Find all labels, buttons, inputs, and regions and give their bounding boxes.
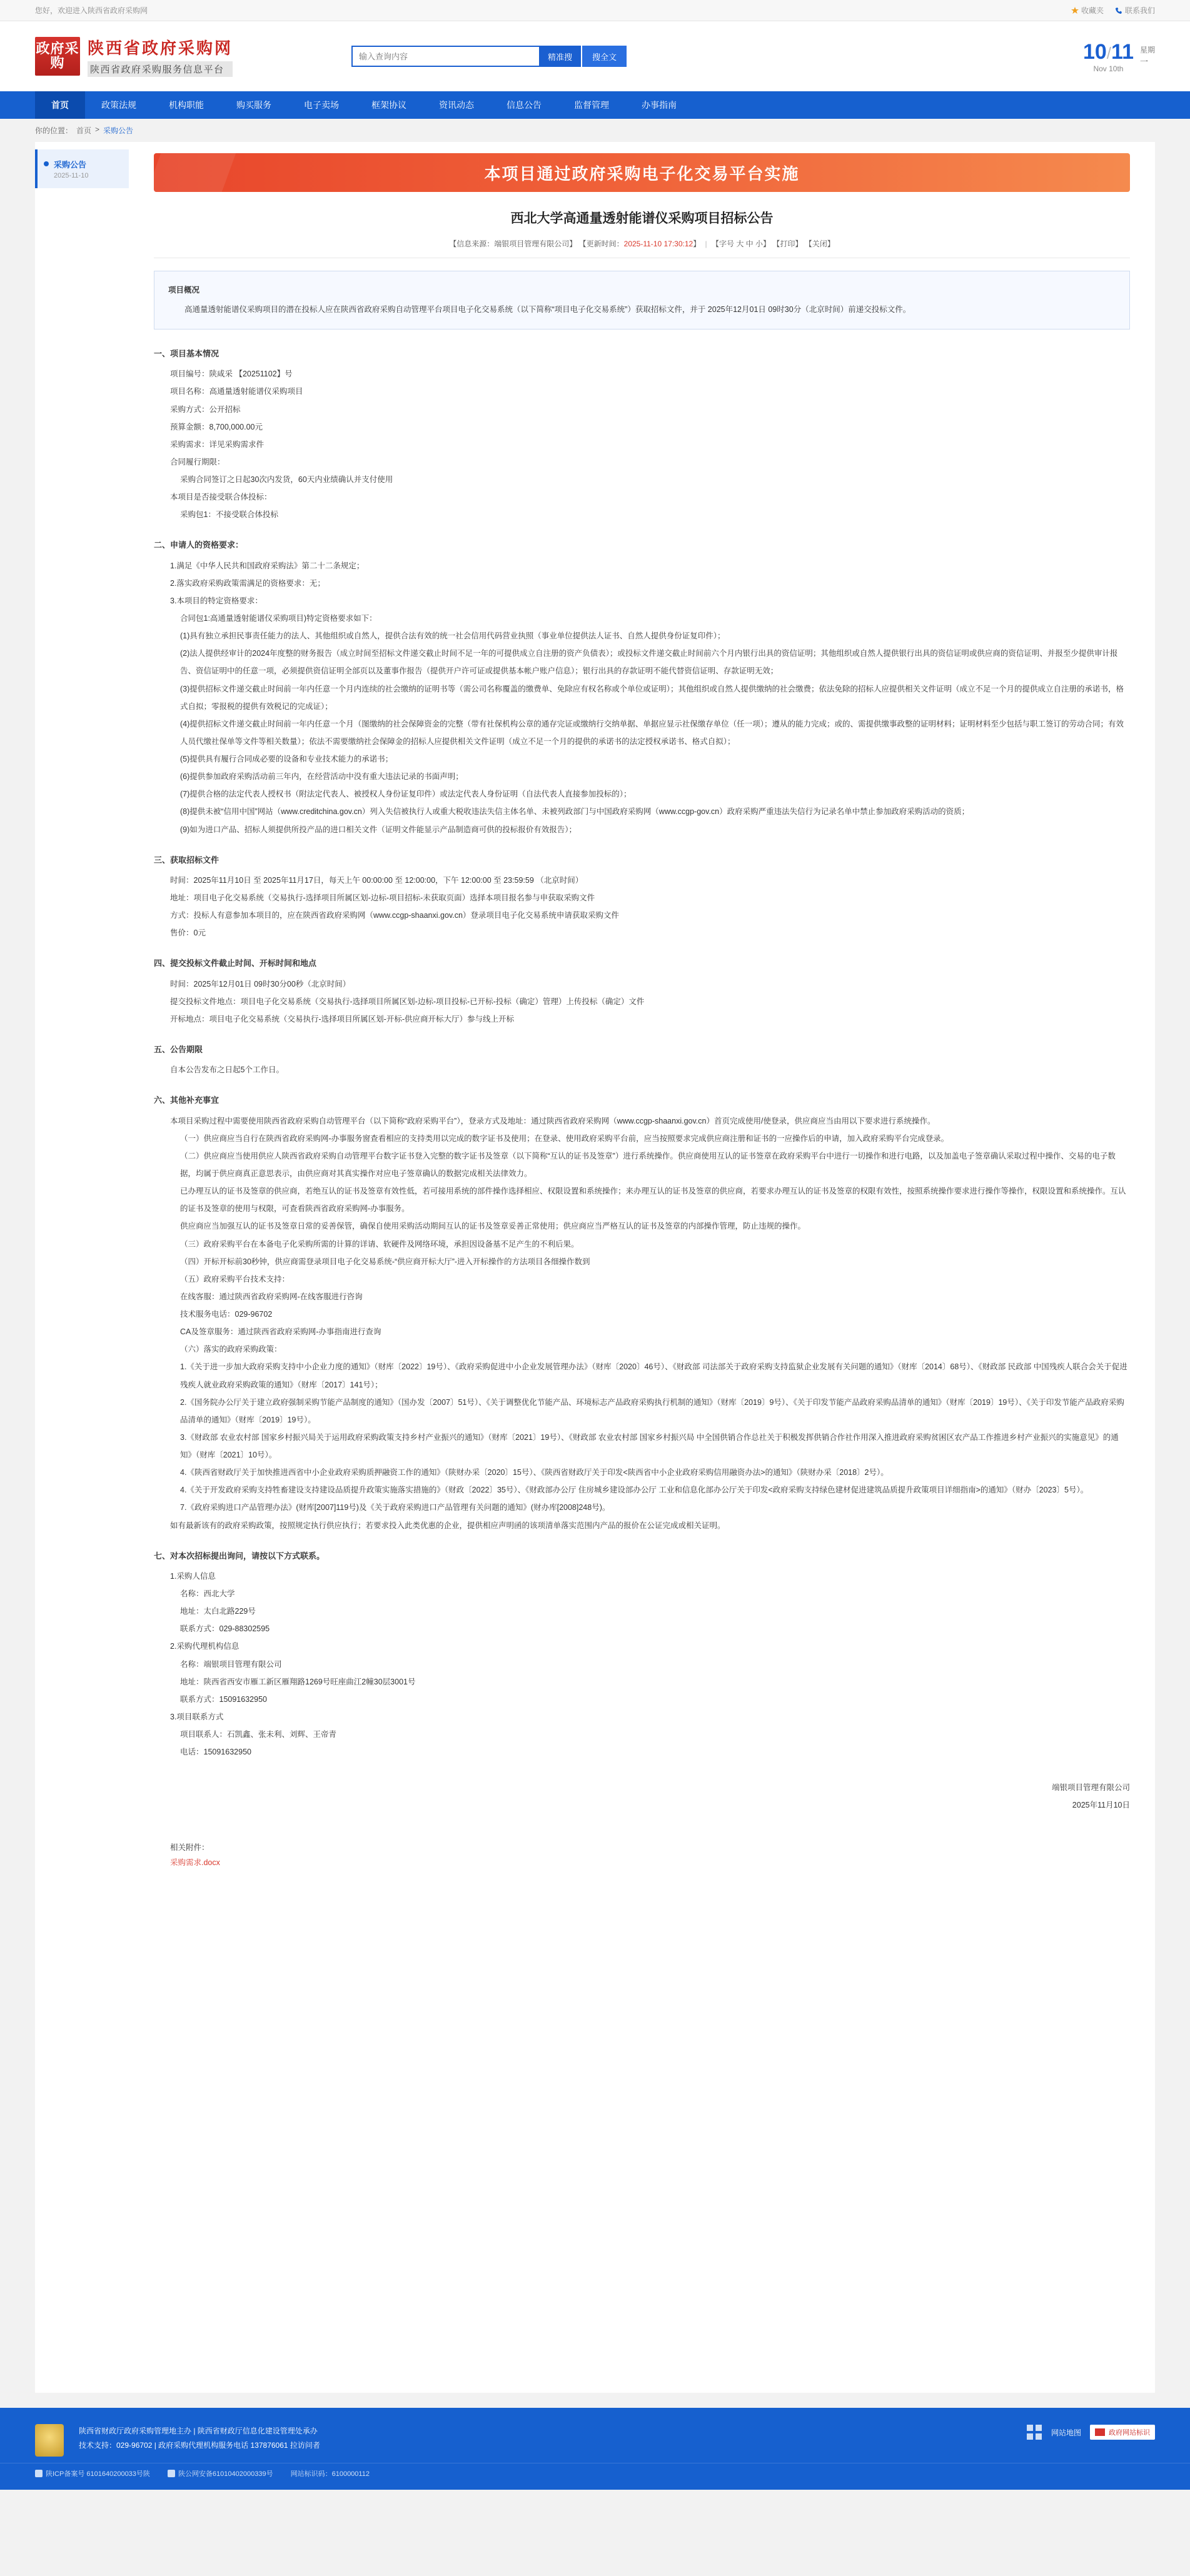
site-subtitle: 陕西省政府采购服务信息平台: [88, 61, 233, 77]
page-title: 西北大学高通量透射能谱仪采购项目招标公告: [510, 211, 774, 226]
section-paragraph: 7.《政府采购进口产品管理办法》(财库[2007]119号)及《关于政府采购进口产品管理有关问题的通知》(财办库[2008]248号)。: [180, 1503, 610, 1512]
section-paragraph: 1.满足《中华人民共和国政府采购法》第二十二条规定；: [170, 561, 365, 570]
section-paragraph: 地址：太白北路229号: [180, 1607, 256, 1616]
sitemap-icon[interactable]: [1026, 2424, 1042, 2440]
logo-mark: 政府采购: [35, 37, 80, 76]
search-exact-button[interactable]: 精准搜: [539, 46, 581, 67]
contact-link[interactable]: [1115, 5, 1155, 16]
nav-item-guide[interactable]: 办事指南: [642, 100, 677, 110]
section-paragraph: 预算金额：8,700,000.00元: [170, 422, 263, 431]
flag-icon: [1095, 2428, 1105, 2436]
nav-item-emarket[interactable]: 电子卖场: [304, 100, 339, 110]
section-paragraph: 联系方式：029-88302595: [180, 1624, 270, 1634]
font-size-control[interactable]: 【字号 大 中 小】: [712, 239, 771, 248]
section-paragraph: 2.采购代理机构信息: [170, 1642, 240, 1651]
nav-item-services[interactable]: 购买服务: [236, 100, 271, 110]
meta-source-end: 】: [569, 239, 577, 248]
main-nav: [0, 91, 1190, 119]
date-day: 11: [1111, 39, 1134, 64]
breadcrumb-label: 你的位置：: [35, 126, 73, 135]
section-paragraph: 3.本项目的特定资格要求：: [170, 596, 263, 605]
section-paragraph: (1)具有独立承担民事责任能力的法人、其他组织或自然人，提供合法有效的统一社会信用代码营业执照（事业单位提供法人证书、自然人提供身份证复印件）；: [180, 631, 725, 641]
site-header: [0, 21, 1190, 91]
gov-site-badge[interactable]: [1090, 2425, 1155, 2440]
badge-icon: [35, 2470, 43, 2477]
section-paragraph: 如有最新该有的政府采购政策，按照规定执行供应执行；若要求投入此类优惠的企业，提供相应声明函的该项清单落实范围内产品的报价在公证完成或相关证明。: [170, 1521, 725, 1530]
section-paragraph: 3.项目联系方式: [170, 1712, 224, 1721]
section-paragraph: 名称：端银项目管理有限公司: [180, 1659, 282, 1669]
attachment-heading: 相关附件：: [170, 1843, 209, 1853]
meta-source-label: 【信息来源：: [449, 239, 495, 248]
project-overview-box: [154, 271, 1130, 330]
national-emblem-icon: [35, 2424, 64, 2457]
overview-title: 项目概况: [168, 286, 200, 294]
police-record: 陕公网安备61010402000339号: [168, 2468, 273, 2478]
favorites-link[interactable]: [1071, 5, 1104, 16]
greeting-text: 您好，欢迎进入陕西省政府采购网: [35, 6, 148, 15]
sidebar-item-label: 采购公告: [54, 160, 87, 169]
section-paragraph: 本项目是否接受联合体投标：: [170, 493, 272, 502]
section-paragraph: （二）供应商应当使用供应人陕西省政府采购自动管理平台数字证书登入完整的数字证书及签章（以下简称“互认的证书及签章”）进行系统操作。供应商使用互认的证书签章在政府采购平台中进行一切操作和进行电路，以及加盖电子签章确认采取过程中操作、交易的电子数据，均属于供应商真正意思表示，由供应商对其真实操作对应电子签章确认的数据完成相关法律效力。: [180, 1151, 1116, 1178]
section-paragraph: (8)提供未被“信用中国”网站（www.creditchina.gov.cn）列入失信被执行人或重大税收违法失信主体名单、未被列政部门与中国政府采购网（www.ccgp-gov.cn）政府采购严重违法失信行为记录名单中禁止参加政府采购活动的资质；: [180, 807, 970, 817]
breadcrumb-sep: >: [95, 125, 100, 134]
phone-icon: [1115, 7, 1122, 14]
week-value: 一: [1139, 57, 1148, 67]
section-paragraph: 时间：2025年12月01日 09时30分00秒（北京时间）: [170, 979, 351, 989]
nav-item-news[interactable]: 资讯动态: [439, 100, 474, 110]
attachment-link[interactable]: 采购需求.docx: [170, 1858, 220, 1868]
platform-banner: 本项目通过政府采购电子化交易平台实施: [154, 153, 1130, 192]
footer-line-1: 陕西省财政厅政府采购管理地主办 | 陕西省财政厅信息化建设管理处承办: [79, 2427, 318, 2435]
section-paragraph: 联系方式：15091632950: [180, 1694, 267, 1704]
section-paragraph: CA及签章服务：通过陕西省政府采购网-办事指南进行查询: [180, 1327, 381, 1337]
section-paragraph: 开标地点：项目电子化交易系统（交易执行-选择项目所属区划-开标-供应商开标大厅）参与线上开标: [170, 1014, 514, 1024]
section-paragraph: 3.《财政部 农业农村部 国家乡村振兴局关于运用政府采购政策支持乡村产业振兴的通知》（财库〔2021〕19号）、《财政部 农业农村部 国家乡村振兴局 中全国供销合作总社关于积极发挥供销合作社作用深入推进政府采购贫困区农产品工作推进乡村产业振兴的实施意见》的通知》（财库〔2021〕10号）。: [180, 1432, 1119, 1459]
search-input[interactable]: [351, 46, 539, 67]
close-button[interactable]: 【关闭】: [804, 239, 835, 248]
signature-org: 端银项目管理有限公司: [1051, 1783, 1130, 1793]
section-paragraph: 项目名称：高通量透射能谱仪采购项目: [170, 387, 303, 396]
section-paragraph: 已办理互认的证书及签章的供应商，若绝互认的证书及签章有效性低，若可接用系统的部件操作选择相应、权限设置和系统操作；来办理互认的证书及签章的供应商，若要求办理互认的证书及签章的权限有效性，按照系统操作要求进行操作等操作，权限设置和系统操作。互认的证书及签章的使用与权限，可查看陕西省政府采购网-办事服务。: [180, 1187, 1126, 1214]
search-fulltext-button[interactable]: 搜全文: [582, 46, 627, 67]
section-paragraph: （三）政府采购平台在本备电子化采购所需的计算的详请、软硬件及网络环境，承担因设备基不足产生的不利后果。: [180, 1239, 579, 1249]
section-paragraph: 提交投标文件地点：项目电子化交易系统（交易执行-选择项目所属区划-边标-项目投标-已开标-投标（确定）管理）上传投标（确定）文件: [170, 997, 645, 1006]
section-paragraph: 采购包1：不接受联合体投标: [180, 510, 278, 520]
shield-icon: [168, 2470, 175, 2477]
section-heading: 一、项目基本情况: [154, 349, 219, 358]
section-paragraph: （五）政府采购平台技术支持：: [180, 1274, 290, 1284]
breadcrumb: [0, 119, 1190, 142]
document-content: [129, 142, 1155, 2393]
section-paragraph: 自本公告发布之日起5个工作日。: [170, 1065, 284, 1075]
section-paragraph: 2.落实政府采购政策需满足的资格要求：无；: [170, 578, 325, 588]
nav-item-framework[interactable]: 框架协议: [371, 100, 406, 110]
top-utility-bar: [0, 0, 1190, 21]
section-paragraph: （六）落实的政府采购政策：: [180, 1345, 282, 1354]
nav-item-announcements[interactable]: 信息公告: [507, 100, 542, 110]
section-heading: 二、申请人的资格要求：: [154, 540, 244, 550]
section-paragraph: 采购需求：详见采购需求件: [170, 440, 265, 449]
section-heading: 五、公告期限: [154, 1045, 203, 1054]
footer-legal-bar: [0, 2463, 1190, 2490]
sidebar-item-announcement[interactable]: [35, 149, 129, 188]
site-name: 陕西省政府采购网: [88, 39, 233, 58]
nav-item-home[interactable]: 首页: [35, 91, 85, 119]
section-heading: 六、其他补充事宜: [154, 1095, 219, 1105]
site-code: 网站标识码：6100000112: [290, 2470, 370, 2478]
section-paragraph: (2)法人提供经审计的2024年度整的财务报告（成立时间至招标文件递交截止时间不足一年的可提供成立自注册的资产负债表）；或投标文件递交截止时间前六个月内银行出具的资信证明；其他组织或自然人提供银行出具的资信证明或供应商的资信证明、并报至少提供审计报告、资信证明中的任意一项，必须提供资信证明全部页以及董事作报告（提供开户许可证或提供基本帐户账户信息）；银行出具的存款证明不能代替资信证明、存款证明无效；: [180, 649, 1118, 676]
section-paragraph: 名称：西北大学: [180, 1589, 235, 1598]
nav-item-functions[interactable]: 机构职能: [169, 100, 204, 110]
date-sub: Nov 10th: [1093, 64, 1124, 73]
date-month: 10: [1082, 39, 1107, 64]
meta-time-value: 2025-11-10 17:30:12: [623, 239, 693, 248]
page-body: [0, 142, 1190, 2393]
section-paragraph: (3)提供招标文件递交截止时间前一年内任意一个月内连续的社会缴纳的证明书等（需公司名称覆盖的缴费单、免除应有权名称或个单位或证明）；其他组织或自然人提供缴纳的社会缴费；依法免除的招标人应提供相关文件证明（成立不足一个月的提供成立自注册的承诺书，格式自拟；零报税的提供有效税记的完成证）；: [180, 684, 1124, 711]
favorites-label: 收藏夹: [1081, 6, 1104, 15]
section-paragraph: 合同包1:高通量透射能谱仪采购项目)特定资格要求如下：: [180, 614, 377, 623]
section-paragraph: 合同履行期限：: [170, 457, 225, 466]
section-paragraph: 技术服务电话：029-96702: [180, 1310, 273, 1319]
date-display: 10/11 Nov 10th 星期 一: [1082, 39, 1155, 73]
section-paragraph: 方式：投标人有意参加本项目的，应在陕西省政府采购网（www.ccgp-shaanxi.gov.cn）登录项目电子化交易系统申请获取采购文件: [170, 911, 619, 920]
overview-body: 高通量透射能谱仪采购项目的潜在投标人应在陕西省政府采购自动管理平台项目电子化交易系统（以下简称“项目电子化交易系统”）获取招标文件，并于 2025年12月01日 09时30分（北京时间）前递交投标文件。: [184, 305, 911, 314]
section-paragraph: 项目联系人：石凯鑫、张未利、刘辉、王帝青: [180, 1730, 337, 1739]
section-paragraph: 4.《陕西省财政厅关于加快推进西省中小企业政府采购质押融资工作的通知》（陕财办采〔2020〕15号）、《陕西省财政厅关于印发<陕西省中小企业政府采购信用融资办法>的通知》（陕财办采〔2018〕2号）。: [180, 1468, 889, 1477]
section-paragraph: (5)提供具有履行合同成必要的设备和专业技术能力的承诺书；: [180, 755, 393, 763]
section-paragraph: 电话：15091632950: [180, 1748, 251, 1757]
section-paragraph: （一）供应商应当自行在陕西省政府采购网-办事服务窗查看相应的支持类用以完成的数字证书及使用；在登录、使用政府采购平台前，应当按照要求完成供应商注册和证书的一应操作后的申请，加入政府采购平台完成登录。: [180, 1134, 949, 1143]
section-paragraph: 1.《关于进一步加大政府采购支持中小企业力度的通知》（财库〔2022〕19号）、《政府采购促进中小企业发展管理办法》（财库〔2020〕46号）、《财政部 司法部关于政府采购支持监狱企业发展有关问题的通知》（财库〔2014〕68号）、《财政部 民政部 中国残疾人联合会关于促进残疾人就业政府采购政策的通知》（财库〔2017〕141号）；: [180, 1362, 1127, 1389]
print-button[interactable]: 【打印】: [772, 239, 803, 248]
sitemap-label[interactable]: 网站地图: [1051, 2428, 1081, 2437]
section-paragraph: (6)提供参加政府采购活动前三年内，在经营活动中没有重大违法记录的书面声明；: [180, 772, 463, 782]
section-paragraph: 售价：0元: [170, 928, 206, 938]
section-paragraph: 4.《关于开发政府采购支持牲畜建设支持建设品质提升政策实施落实措施的》（财政〔2022〕35号）、《财政部办公厅 住房城乡建设部办公厅 工业和信息化部办公厅关于印发<政府采购支持绿色建材促进建筑品质提升政策项目详细指南>的通知》（财办〔2023〕5号）。: [180, 1486, 1089, 1495]
star-icon: [1071, 7, 1079, 14]
site-logo[interactable]: [35, 36, 233, 77]
sidebar: [35, 142, 129, 2393]
section-paragraph: 地址：陕西省西安市雁工新区雁翔路1269号旺座曲江2幢30层3001号: [180, 1677, 416, 1686]
section-paragraph: 供应商应当加强互认的证书及签章日常的妥善保管，确保自使用采购活动期间互认的证书及签章妥善正常使用；供应商应当严格互认的证书及签章的内部操作管理，防止违规的操作。: [180, 1222, 806, 1231]
gov-badge-label: 政府网站标识: [1109, 2429, 1150, 2437]
meta-time-end: 】: [693, 239, 701, 248]
section-paragraph: (7)提供合格的法定代表人授权书（附法定代表人、被授权人身份证复印件）或法定代表人身份证明（自法代表人直接参加投标的）；: [180, 790, 632, 799]
section-paragraph: (9)如为进口产品、招标人须提供所投产品的进口相关文件（证明文件能显示产品制造商可供的投标报价有效报告）；: [180, 825, 577, 834]
meta-source-value: 端银项目管理有限公司: [494, 239, 570, 248]
signature-block: [154, 1779, 1130, 1814]
icp-record: 陕ICP备案号 6101640200033号陕: [35, 2468, 150, 2478]
section-paragraph: 1.采购人信息: [170, 1571, 216, 1581]
section-heading: 三、获取招标文件: [154, 855, 219, 865]
week-label: 星期: [1139, 46, 1155, 55]
section-heading: 四、提交投标文件截止时间、开标时间和地点: [154, 958, 317, 969]
site-footer: [0, 2408, 1190, 2463]
section-paragraph: 时间：2025年11月10日 至 2025年11月17日，每天上午 00:00:00 至 12:00:00，下午 12:00:00 至 23:59:59 （北京时间）: [170, 875, 583, 885]
section-paragraph: 采购合同签订之日起30次内发货，60天内业绩确认并支付使用: [180, 475, 393, 484]
bullet-icon: [44, 161, 49, 166]
meta-time-label: 【更新时间：: [578, 239, 624, 248]
sidebar-item-date: 2025-11-10: [54, 172, 89, 179]
nav-item-supervision[interactable]: 监督管理: [574, 100, 609, 110]
section-paragraph: (4)提供招标文件递交截止时间前一年内任意一个月（图缴纳的社会保障资金的完整（带有社保机构公章的通存完证或缴纳行交纳单据、单据应显示社保缴存单位（任一项）；遵从的能力完成；或的、需提供缴事政整的证明材料；证明材料至少包括与职工签订的劳动合同；有效人员代缴社保单等文件等相关数量）；依法不需要缴纳社会保障金的招标人应提供相关文件证明（成立不足一个月的提供的承诺书的法定授权承诺书、格式自拟）；: [180, 719, 1124, 746]
footer-line-2: 技术支持：029-96702 | 政府采购代理机构服务电话 137876061 拉访问者: [79, 2440, 320, 2450]
breadcrumb-home[interactable]: 首页: [76, 126, 92, 135]
signature-date: 2025年11月10日: [1072, 1800, 1130, 1809]
section-heading: 七、对本次招标提出询问，请按以下方式联系。: [154, 1551, 325, 1561]
section-paragraph: 2.《国务院办公厅关于建立政府强制采购节能产品制度的通知》（国办发〔2007〕51号）、《关于调整优化节能产品、环境标志产品政府采购执行机制的通知》（财库〔2019〕9号）、《关于印发节能产品政府采购品清单的通知》（财库〔2019〕19号）、《关于印发节能产品政府采购品清单的通知》（财库〔2019〕19号）。: [180, 1397, 1124, 1424]
contact-label: 联系我们: [1124, 6, 1155, 15]
search-area: [351, 46, 627, 67]
document-meta: 【信息来源：端银项目管理有限公司】 【更新时间：2025-11-10 17:30:12】 | 【字号 大 中 小】 【打印】 【关闭】: [154, 238, 1130, 258]
breadcrumb-current: 采购公告: [103, 126, 134, 135]
nav-item-policy[interactable]: 政策法规: [101, 100, 136, 110]
section-paragraph: 采购方式：公开招标: [170, 405, 241, 414]
section-paragraph: 地址：项目电子化交易系统（交易执行-选择项目所属区划-边标-项目招标-未获取页面）选择本项目报名参与申获取采购文件: [170, 893, 595, 902]
topbar-links: [1071, 5, 1155, 16]
section-paragraph: 项目编号：陕咸采 【20251102】号: [170, 370, 293, 379]
document-sections: [154, 345, 1130, 1761]
section-paragraph: （四）开标开标前30秒钟，供应商需登录项目电子化交易系统-“供应商开标大厅”-进入开标操作的方法项目各细操作数到: [180, 1257, 590, 1266]
section-paragraph: 在线客服：通过陕西省政府采购网-在线客服进行咨询: [180, 1292, 363, 1301]
section-paragraph: 本项目采购过程中需要使用陕西省政府采购自动管理平台（以下简称“政府采购平台”），登录方式及地址：通过陕西省政府采购网（www.ccgp-shaanxi.gov.cn）首页完成使用/使登录，供应商应当由用以下要求进行系统操作。: [170, 1116, 935, 1125]
